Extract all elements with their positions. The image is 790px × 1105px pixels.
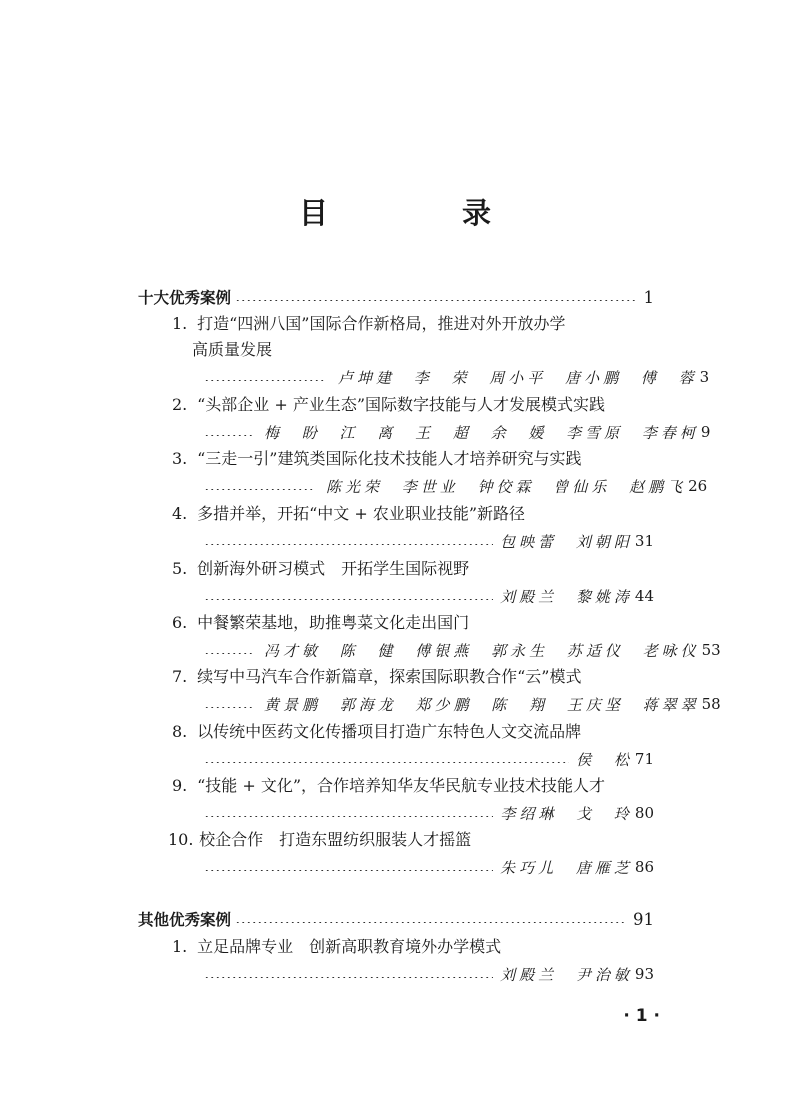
entry-page-number: 71 — [634, 750, 654, 768]
section-page-number: 1 — [643, 287, 654, 307]
entry-number: 7. — [172, 667, 188, 686]
page-number-footer: · 1 · — [623, 1006, 660, 1026]
dot-leader — [204, 762, 569, 763]
dot-leader — [204, 599, 493, 600]
dot-leader — [204, 816, 493, 817]
entry-page-number: 80 — [634, 804, 654, 822]
entry-title-text: “头部企业 + 产业生态”国际数字技能与人才发展模式实践 — [197, 395, 606, 414]
entry-authors: 朱巧儿 唐雁芝 — [500, 858, 633, 877]
toc-entry-title — [172, 719, 654, 745]
entry-page-number: 3 — [699, 368, 710, 386]
entry-page-number: 86 — [634, 858, 654, 876]
toc-entry-authors — [200, 473, 708, 499]
page-title: 目 录 — [298, 196, 554, 230]
entry-number: 2. — [172, 395, 188, 414]
entry-page-number: 53 — [701, 641, 721, 659]
entry-number: 9. — [172, 776, 188, 795]
entry-title-text: 中餐繁荣基地，助推粤菜文化走出国门 — [197, 613, 470, 632]
entry-number: 10. — [168, 830, 194, 849]
entry-number: 1. — [172, 314, 188, 333]
toc-entry-authors — [200, 854, 654, 880]
toc-entry-authors — [200, 637, 721, 663]
entry-title-text: “三走一引”建筑类国际化技术技能人才培养研究与实践 — [197, 449, 582, 468]
dot-leader — [204, 489, 314, 490]
entry-authors: 刘殿兰 尹治敏 — [500, 965, 633, 984]
entry-number: 5. — [172, 559, 188, 578]
toc-entry-authors — [200, 528, 654, 554]
section-label: 十大优秀案例 — [138, 289, 232, 307]
toc-entry-authors — [200, 961, 654, 987]
entry-authors: 侯 松 — [576, 750, 633, 769]
entry-page-number: 58 — [701, 695, 721, 713]
toc-entry-authors — [200, 691, 721, 717]
toc-entry-title — [172, 311, 654, 337]
dot-leader — [204, 707, 252, 708]
entry-authors: 刘殿兰 黎姚涛 — [500, 587, 633, 606]
dot-leader — [235, 922, 626, 923]
toc-entry-authors — [200, 419, 711, 445]
dot-leader — [204, 435, 252, 436]
toc-entry-title — [172, 773, 654, 799]
toc-entry-authors — [200, 746, 654, 772]
entry-authors: 梅 盼 江 离 王 超 余 媛 李雪原 李春柯 — [264, 423, 699, 442]
dot-leader — [235, 300, 636, 301]
entry-title-text: 多措并举，开拓“中文 + 农业职业技能”新路径 — [197, 504, 526, 523]
section-page-number: 91 — [633, 909, 654, 929]
entry-authors: 冯才敏 陈 健 傅银燕 郭永生 苏适仪 老咏仪 — [264, 641, 700, 660]
dot-leader — [204, 653, 252, 654]
entry-title-text: 高质量发展 — [192, 340, 273, 359]
dot-leader — [204, 870, 493, 871]
entry-title-text: 创新海外研习模式 开拓学生国际视野 — [197, 559, 470, 578]
toc-entry-authors — [200, 583, 654, 609]
entry-number: 8. — [172, 722, 188, 741]
entry-authors: 黄景鹏 郭海龙 郑少鹏 陈 翔 王庆坚 蒋翠翠 — [264, 695, 700, 714]
toc-entry-title — [172, 664, 654, 690]
entry-title-text: 以传统中医药文化传播项目打造广东特色人文交流品牌 — [197, 722, 582, 741]
entry-authors: 陈光荣 李世业 钟佼霖 曾仙乐 赵鹏飞 — [326, 477, 687, 496]
toc-entry-title-continued — [192, 337, 654, 363]
entry-title-text: “技能 + 文化”，合作培养知华友华民航专业技术技能人才 — [197, 776, 606, 795]
dot-leader — [204, 544, 493, 545]
entry-title-text: 校企合作 打造东盟纺织服装人才摇篮 — [199, 830, 472, 849]
entry-page-number: 26 — [688, 477, 708, 495]
entry-title-text: 打造“四洲八国”国际合作新格局，推进对外开放办学 — [197, 314, 566, 333]
entry-title-text: 立足品牌专业 创新高职教育境外办学模式 — [197, 937, 502, 956]
entry-number: 3. — [172, 449, 188, 468]
section-heading — [138, 906, 654, 932]
entry-number: 6. — [172, 613, 188, 632]
entry-page-number: 44 — [634, 587, 654, 605]
entry-authors: 包映蕾 刘朝阳 — [500, 532, 633, 551]
toc-entry-authors — [200, 800, 654, 826]
entry-authors: 卢坤建 李 荣 周小平 唐小鹏 傅 蓉 — [338, 368, 698, 387]
section-label: 其他优秀案例 — [138, 911, 232, 929]
toc-entry-title — [172, 556, 654, 582]
toc-entry-authors — [200, 364, 710, 390]
entry-page-number: 93 — [634, 965, 654, 983]
toc-entry-title — [172, 446, 654, 472]
dot-leader — [204, 380, 326, 381]
entry-title-text: 续写中马汽车合作新篇章，探索国际职教合作“云”模式 — [197, 667, 582, 686]
entry-number: 1. — [172, 937, 188, 956]
toc-entry-title — [172, 501, 654, 527]
dot-leader — [204, 977, 493, 978]
entry-number: 4. — [172, 504, 188, 523]
toc-entry-title — [168, 827, 654, 853]
toc-entry-title — [172, 392, 654, 418]
entry-authors: 李绍琳 戈 玲 — [500, 804, 633, 823]
entry-page-number: 9 — [700, 423, 711, 441]
section-heading — [138, 284, 654, 310]
toc-entry-title — [172, 610, 654, 636]
entry-page-number: 31 — [634, 532, 654, 550]
toc-entry-title — [172, 934, 654, 960]
